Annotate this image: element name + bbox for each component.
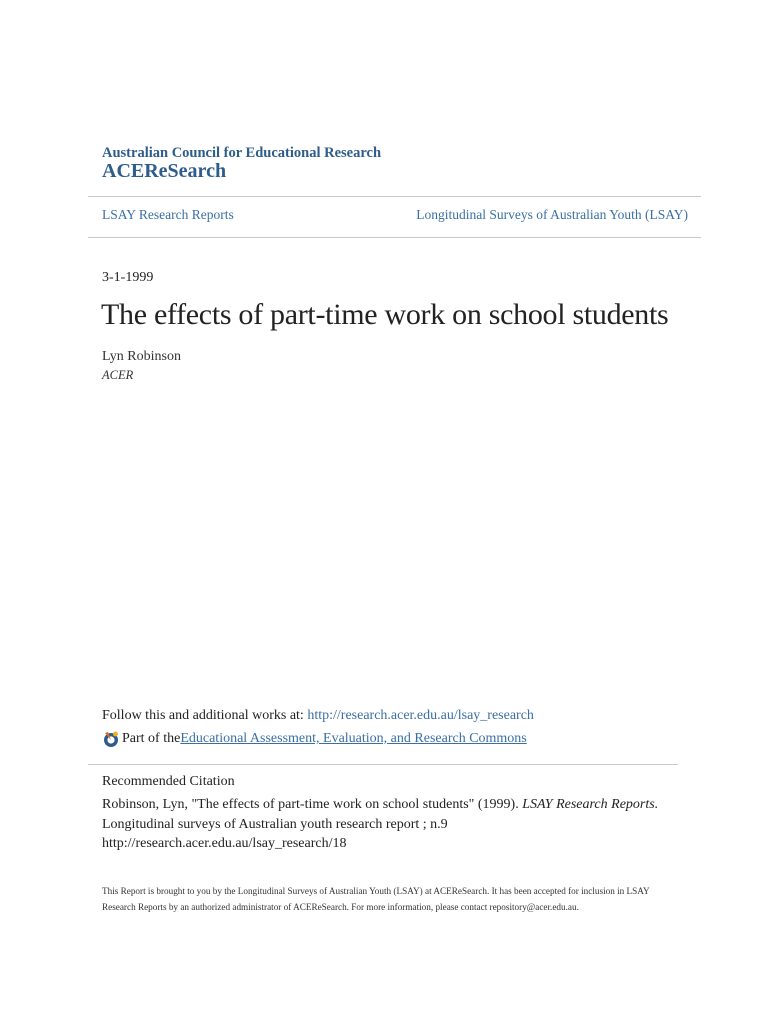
follow-line xyxy=(102,708,534,724)
header-rule-top xyxy=(88,196,701,197)
publication-date: 3-1-1999 xyxy=(102,270,154,285)
citation-line-3[interactable]: http://research.acer.edu.au/lsay_research/18 xyxy=(102,836,347,851)
part-of-prefix: Part of the xyxy=(122,731,181,746)
part-of-line xyxy=(102,730,527,748)
citation-rule xyxy=(88,764,678,765)
citation-text: Robinson, Lyn, "The effects of part-time work on school students" (1999). xyxy=(102,797,523,812)
citation-line-1 xyxy=(102,795,702,815)
page-title: The effects of part-time work on school students xyxy=(101,298,669,331)
repository-name[interactable]: ACEReSearch xyxy=(102,160,227,182)
citation-heading: Recommended Citation xyxy=(102,774,235,789)
institution-name: Australian Council for Educational Research xyxy=(102,145,382,161)
digital-commons-network-icon xyxy=(102,730,120,748)
series-link-lsay-reports[interactable]: LSAY Research Reports xyxy=(102,207,234,222)
author-name: Lyn Robinson xyxy=(102,349,181,364)
series-link-lsay[interactable]: Longitudinal Surveys of Australian Youth (LSAY) xyxy=(416,207,688,222)
commons-link[interactable]: Educational Assessment, Evaluation, and Research Commons xyxy=(180,731,527,746)
footer-notice: This Report is brought to you by the Longitudinal Surveys of Australian Youth (LSAY) at ACEReSearch. It has been accepted for inclusion in LSAY Research Reports by an authorized administrator of ACEReSearch. For more information, please contact repository@acer.edu.au. xyxy=(102,886,650,912)
author-affiliation: ACER xyxy=(102,368,134,382)
header-rule-bottom xyxy=(88,237,701,238)
citation-body xyxy=(102,795,702,854)
follow-prefix: Follow this and additional works at: xyxy=(102,708,308,723)
citation-line-2: Longitudinal surveys of Australian youth research report ; n.9 xyxy=(102,816,448,832)
citation-series: LSAY Research Reports. xyxy=(522,797,659,812)
follow-url-link[interactable]: http://research.acer.edu.au/lsay_research xyxy=(307,708,534,723)
